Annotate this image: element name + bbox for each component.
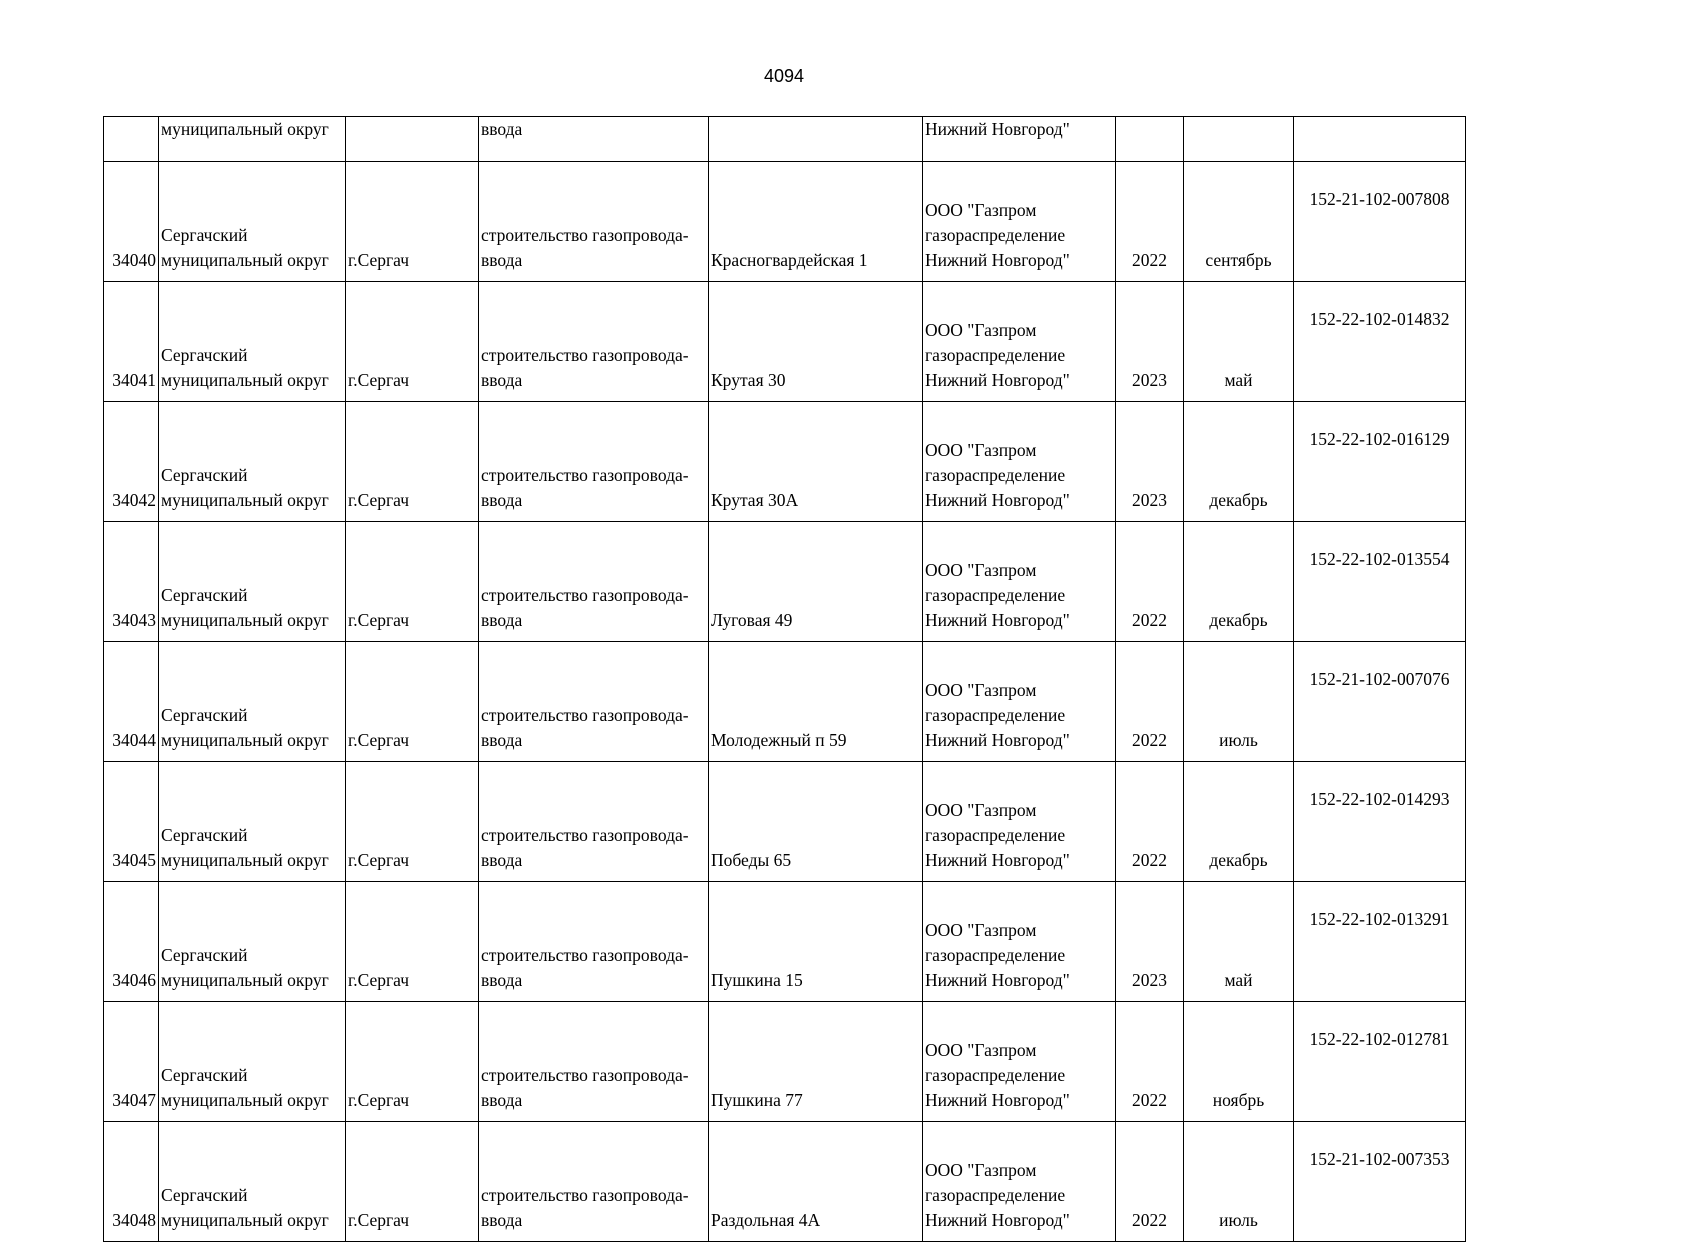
cell-year: 2023: [1116, 402, 1184, 522]
cell-work-type-line: строительство газопровода-: [481, 1185, 689, 1205]
cell-organization-line: Нижний Новгород": [925, 1090, 1070, 1110]
cell-month: июль: [1184, 642, 1294, 762]
cell-number: 34043: [104, 522, 159, 642]
cell-district: [159, 642, 346, 762]
cell-month: [1184, 117, 1294, 162]
cell-city: г.Сергач: [346, 162, 479, 282]
cell-number: 34041: [104, 282, 159, 402]
cell-code: 152-21-102-007076: [1294, 642, 1466, 762]
cell-organization-line: газораспределение: [925, 945, 1066, 965]
cell-work-type-line: ввода: [481, 1210, 523, 1230]
cell-work-type-line: строительство газопровода-: [481, 585, 689, 605]
cell-district: [159, 1002, 346, 1122]
cell-organization-line: ООО "Газпром: [925, 1040, 1037, 1060]
cell-organization-line: ООО "Газпром: [925, 680, 1037, 700]
cell-work-type-line: ввода: [481, 370, 523, 390]
cell-year: 2022: [1116, 762, 1184, 882]
table-row: [104, 162, 1466, 282]
cell-work-type-line: строительство газопровода-: [481, 345, 689, 365]
cell-address: Пушкина 77: [709, 1002, 923, 1122]
cell-district-line: Сергачский: [161, 585, 248, 605]
cell-month: май: [1184, 882, 1294, 1002]
cell-work-type-line: строительство газопровода-: [481, 825, 689, 845]
cell-district-line: Сергачский: [161, 705, 248, 725]
cell-organization-line: Нижний Новгород": [925, 1210, 1070, 1230]
cell-number: [104, 117, 159, 162]
cell-address: Пушкина 15: [709, 882, 923, 1002]
cell-work-type: [479, 762, 709, 882]
cell-city: г.Сергач: [346, 282, 479, 402]
cell-district: [159, 882, 346, 1002]
cell-work-type: [479, 642, 709, 762]
cell-number: 34047: [104, 1002, 159, 1122]
cell-organization-line: Нижний Новгород": [925, 730, 1070, 750]
cell-work-type-line: ввода: [481, 970, 523, 990]
cell-district-line: муниципальный округ: [161, 610, 329, 630]
cell-code: 152-22-102-013291: [1294, 882, 1466, 1002]
cell-organization-line: ООО "Газпром: [925, 440, 1037, 460]
cell-work-type-line: ввода: [481, 250, 523, 270]
cell-number: 34042: [104, 402, 159, 522]
cell-organization: [923, 1122, 1116, 1242]
cell-address: [709, 117, 923, 162]
cell-district-line: Сергачский: [161, 465, 248, 485]
cell-work-type: [479, 282, 709, 402]
table-row: [104, 882, 1466, 1002]
cell-code: 152-21-102-007808: [1294, 162, 1466, 282]
cell-district-line: Сергачский: [161, 1185, 248, 1205]
cell-work-type: ввода: [479, 117, 709, 162]
cell-month: сентябрь: [1184, 162, 1294, 282]
cell-district-line: муниципальный округ: [161, 370, 329, 390]
cell-organization-line: ООО "Газпром: [925, 320, 1037, 340]
cell-year: [1116, 117, 1184, 162]
cell-work-type-line: строительство газопровода-: [481, 225, 689, 245]
cell-city: г.Сергач: [346, 882, 479, 1002]
cell-year: 2023: [1116, 282, 1184, 402]
cell-code: [1294, 117, 1466, 162]
cell-organization-line: Нижний Новгород": [925, 250, 1070, 270]
cell-work-type-line: строительство газопровода-: [481, 945, 689, 965]
cell-number: 34045: [104, 762, 159, 882]
cell-organization: [923, 402, 1116, 522]
cell-district-line: муниципальный округ: [161, 250, 329, 270]
cell-organization: [923, 1002, 1116, 1122]
table-row: [104, 282, 1466, 402]
cell-organization: [923, 282, 1116, 402]
cell-organization: Нижний Новгород": [923, 117, 1116, 162]
cell-organization-line: Нижний Новгород": [925, 610, 1070, 630]
cell-district-line: муниципальный округ: [161, 1090, 329, 1110]
cell-city: [346, 117, 479, 162]
cell-district: [159, 1122, 346, 1242]
cell-work-type: [479, 522, 709, 642]
cell-city: г.Сергач: [346, 1122, 479, 1242]
cell-organization-line: газораспределение: [925, 1065, 1066, 1085]
cell-code: 152-22-102-016129: [1294, 402, 1466, 522]
cell-organization: [923, 882, 1116, 1002]
cell-organization-line: ООО "Газпром: [925, 800, 1037, 820]
cell-work-type-line: ввода: [481, 730, 523, 750]
cell-work-type-line: строительство газопровода-: [481, 1065, 689, 1085]
table-row: [104, 1122, 1466, 1242]
cell-organization-line: ООО "Газпром: [925, 1160, 1037, 1180]
cell-address: Крутая 30: [709, 282, 923, 402]
cell-organization-line: Нижний Новгород": [925, 370, 1070, 390]
cell-address: Молодежный п 59: [709, 642, 923, 762]
cell-city: г.Сергач: [346, 522, 479, 642]
cell-organization-line: ООО "Газпром: [925, 560, 1037, 580]
cell-address: Крутая 30А: [709, 402, 923, 522]
cell-year: 2022: [1116, 522, 1184, 642]
cell-city: г.Сергач: [346, 402, 479, 522]
table-row: [104, 402, 1466, 522]
cell-district-line: Сергачский: [161, 1065, 248, 1085]
cell-work-type: [479, 1002, 709, 1122]
cell-work-type: [479, 1122, 709, 1242]
cell-month: ноябрь: [1184, 1002, 1294, 1122]
cell-district-line: Сергачский: [161, 345, 248, 365]
cell-district-line: муниципальный округ: [161, 490, 329, 510]
cell-district: [159, 762, 346, 882]
cell-code: 152-21-102-007353: [1294, 1122, 1466, 1242]
cell-district-line: муниципальный округ: [161, 970, 329, 990]
cell-year: 2022: [1116, 642, 1184, 762]
cell-organization: [923, 162, 1116, 282]
cell-organization: [923, 642, 1116, 762]
cell-year: 2022: [1116, 1122, 1184, 1242]
cell-code: 152-22-102-014832: [1294, 282, 1466, 402]
cell-organization-line: ООО "Газпром: [925, 200, 1037, 220]
cell-district: [159, 282, 346, 402]
cell-year: 2022: [1116, 1002, 1184, 1122]
cell-month: июль: [1184, 1122, 1294, 1242]
cell-month: декабрь: [1184, 522, 1294, 642]
cell-district: [159, 522, 346, 642]
cell-year: 2023: [1116, 882, 1184, 1002]
cell-district-line: муниципальный округ: [161, 730, 329, 750]
cell-code: 152-22-102-013554: [1294, 522, 1466, 642]
cell-organization-line: газораспределение: [925, 465, 1066, 485]
cell-work-type: [479, 402, 709, 522]
cell-work-type-line: ввода: [481, 850, 523, 870]
cell-organization-line: Нижний Новгород": [925, 850, 1070, 870]
cell-year: 2022: [1116, 162, 1184, 282]
cell-organization-line: газораспределение: [925, 345, 1066, 365]
cell-code: 152-22-102-014293: [1294, 762, 1466, 882]
cell-organization-line: ООО "Газпром: [925, 920, 1037, 940]
cell-number: 34040: [104, 162, 159, 282]
table-row: [104, 762, 1466, 882]
gas-connection-table: [103, 116, 1466, 1242]
cell-work-type: [479, 162, 709, 282]
cell-district-line: муниципальный округ: [161, 850, 329, 870]
cell-month: май: [1184, 282, 1294, 402]
cell-work-type-line: ввода: [481, 610, 523, 630]
cell-organization-line: газораспределение: [925, 1185, 1066, 1205]
cell-district: [159, 162, 346, 282]
cell-work-type-line: ввода: [481, 490, 523, 510]
cell-address: Луговая 49: [709, 522, 923, 642]
cell-address: Победы 65: [709, 762, 923, 882]
cell-city: г.Сергач: [346, 762, 479, 882]
cell-work-type-line: строительство газопровода-: [481, 465, 689, 485]
cell-district: муниципальный округ: [159, 117, 346, 162]
cell-district-line: Сергачский: [161, 825, 248, 845]
cell-organization-line: Нижний Новгород": [925, 970, 1070, 990]
cell-district: [159, 402, 346, 522]
table-row-continued: [104, 117, 1466, 162]
cell-address: Красногвардейская 1: [709, 162, 923, 282]
cell-organization-line: газораспределение: [925, 825, 1066, 845]
cell-work-type-line: строительство газопровода-: [481, 705, 689, 725]
cell-organization: [923, 522, 1116, 642]
cell-city: г.Сергач: [346, 642, 479, 762]
table-row: [104, 1002, 1466, 1122]
table-row: [104, 522, 1466, 642]
page-number: 4094: [763, 66, 805, 86]
cell-organization-line: газораспределение: [925, 225, 1066, 245]
cell-district-line: Сергачский: [161, 945, 248, 965]
cell-district-line: Сергачский: [161, 225, 248, 245]
cell-number: 34044: [104, 642, 159, 762]
cell-organization: [923, 762, 1116, 882]
cell-city: г.Сергач: [346, 1002, 479, 1122]
cell-work-type: [479, 882, 709, 1002]
cell-organization-line: Нижний Новгород": [925, 490, 1070, 510]
table-row: [104, 642, 1466, 762]
cell-address: Раздольная 4А: [709, 1122, 923, 1242]
cell-number: 34046: [104, 882, 159, 1002]
cell-month: декабрь: [1184, 402, 1294, 522]
cell-month: декабрь: [1184, 762, 1294, 882]
cell-organization-line: газораспределение: [925, 705, 1066, 725]
cell-work-type-line: ввода: [481, 1090, 523, 1110]
cell-district-line: муниципальный округ: [161, 1210, 329, 1230]
cell-organization-line: газораспределение: [925, 585, 1066, 605]
cell-number: 34048: [104, 1122, 159, 1242]
cell-code: 152-22-102-012781: [1294, 1002, 1466, 1122]
